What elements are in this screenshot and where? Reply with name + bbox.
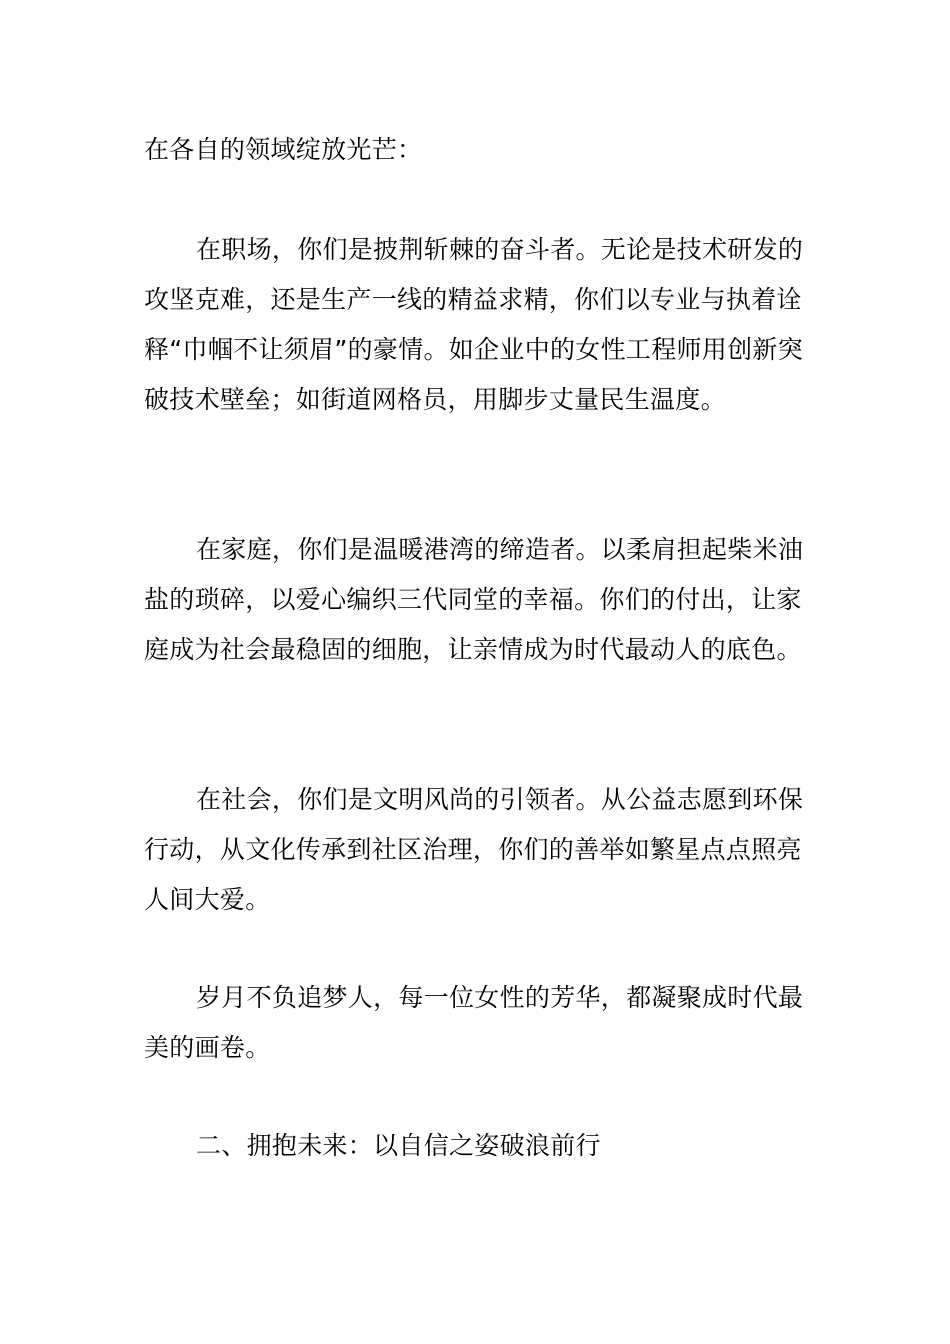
section-heading: 二、拥抱未来：以自信之姿破浪前行 [196, 1131, 601, 1160]
paragraph-workplace: 在职场，你们是披荆斩棘的奋斗者。无论是技术研发的攻坚克难，还是生产一线的精益求精，你们以专业与执着诠释“巾帼不让须眉”的豪情。如企业中的女性工程师用创新突破技术壁垒；如街道网格员，用脚步丈量民生温度。 [144, 235, 804, 414]
paragraph-family: 在家庭，你们是温暖港湾的缔造者。以柔肩担起柴米油盐的琐碎，以爱心编织三代同堂的幸福。你们的付出，让家庭成为社会最稳固的细胞，让亲情成为时代最动人的底色。 [144, 535, 804, 664]
paragraph-society: 在社会，你们是文明风尚的引领者。从公益志愿到环保行动，从文化传承到社区治理，你们的善举如繁星点点照亮人间大爱。 [144, 785, 804, 914]
intro-line: 在各自的领域绽放光芒： [144, 135, 423, 164]
paragraph-closing: 岁月不负追梦人，每一位女性的芳华，都凝聚成时代最美的画卷。 [144, 983, 804, 1062]
